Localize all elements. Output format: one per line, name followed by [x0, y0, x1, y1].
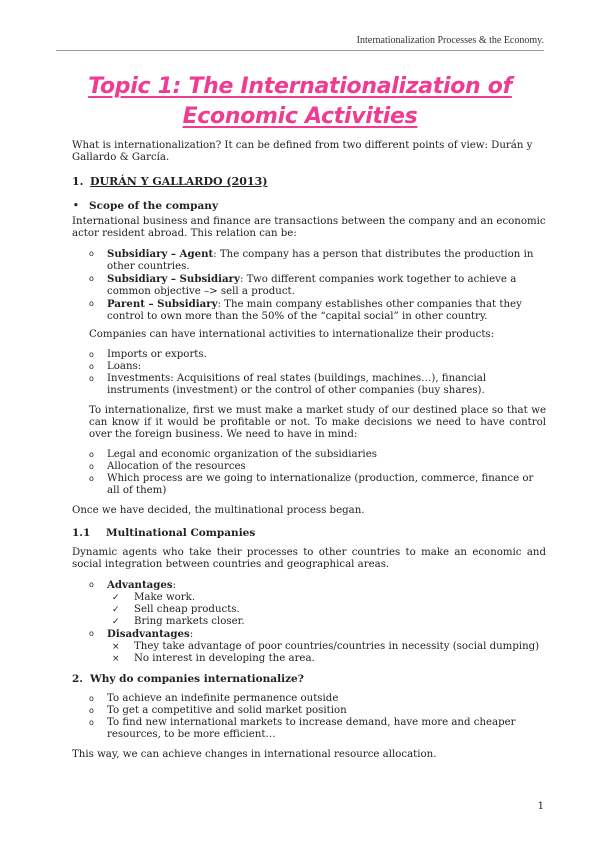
- disadvantages-list: [72, 641, 546, 665]
- advantages-label: Advantages: [107, 579, 173, 591]
- checkmark-icon: ✓: [112, 593, 120, 603]
- section-1-1-title: Multinational Companies: [106, 527, 256, 539]
- multinational-conclusion: Once we have decided, the multinational process began.: [72, 505, 365, 516]
- activity-text: Loans:: [107, 361, 142, 372]
- checkmark-icon: ✓: [112, 605, 120, 615]
- circle-bullet-icon: o: [89, 249, 94, 258]
- activity-text: Imports or exports.: [107, 349, 207, 360]
- cross-icon: ×: [112, 642, 120, 652]
- circle-bullet-icon: o: [89, 718, 94, 727]
- consideration-text: Legal and economic organization of the subsidiaries: [107, 449, 377, 460]
- section-1-1-heading: [72, 527, 546, 539]
- list-item: o Disadvantages:: [72, 628, 546, 641]
- scope-heading: [72, 200, 546, 212]
- circle-bullet-icon: o: [89, 374, 94, 383]
- list-item: [72, 653, 546, 665]
- list-item: [72, 473, 546, 497]
- advantages-list: [72, 592, 546, 628]
- list-item: [72, 298, 546, 323]
- circle-bullet-icon: o: [89, 580, 94, 589]
- multinational-paragraph: Dynamic agents who take their processes to other countries to make an economic and social integration between countries and geographical areas.: [72, 547, 546, 570]
- section-2-conclusion: This way, we can achieve changes in international resource allocation.: [72, 749, 437, 760]
- list-item: [72, 592, 546, 604]
- section-2-number: 2.: [72, 673, 83, 685]
- activities-list: [72, 349, 546, 397]
- section-1-1-number: 1.1: [72, 527, 91, 539]
- circle-bullet-icon: o: [89, 299, 94, 308]
- checkmark-icon: ✓: [112, 617, 120, 627]
- disadvantages-heading-list: [72, 628, 546, 641]
- bullet-icon: •: [73, 201, 79, 211]
- circle-bullet-icon: o: [89, 350, 94, 359]
- circle-bullet-icon: o: [89, 274, 94, 283]
- circle-bullet-icon: o: [89, 474, 94, 483]
- list-item: [72, 693, 546, 705]
- activities-intro: Companies can have international activities to internationalize their products:: [89, 329, 495, 340]
- list-item: [72, 717, 546, 741]
- relation-term: Parent – Subsidiary: [107, 298, 218, 310]
- reason-text: To get a competitive and solid market position: [107, 705, 347, 716]
- reasons-list: [72, 693, 546, 741]
- list-item: [72, 349, 546, 361]
- list-item: [72, 373, 546, 397]
- section-2-heading: [72, 673, 546, 685]
- list-item: [72, 461, 546, 473]
- pros-cons-list: [72, 579, 546, 592]
- circle-bullet-icon: o: [89, 450, 94, 459]
- section-1-number: 1.: [72, 175, 84, 188]
- cross-icon: ×: [112, 654, 120, 664]
- document-body: [72, 140, 546, 761]
- consideration-text: Allocation of the resources: [107, 461, 246, 472]
- section-1-title: DURÁN Y GALLARDO (2013): [90, 175, 268, 188]
- title-line-2: Economic Activities: [182, 104, 418, 129]
- reason-text: To find new international markets to increase demand, have more and cheaper resources, to be more efficient…: [107, 717, 516, 740]
- reason-text: To achieve an indefinite permanence outside: [107, 693, 339, 704]
- advantage-text: Bring markets closer.: [134, 616, 245, 627]
- circle-bullet-icon: o: [89, 694, 94, 703]
- circle-bullet-icon: o: [89, 362, 94, 371]
- advantage-text: Sell cheap products.: [134, 604, 240, 615]
- intro-paragraph: What is internationalization? It can be defined from two different points of view: Durán y Gallardo & García.: [72, 140, 533, 163]
- consideration-text: Which process are we going to internationalize (production, commerce, finance or all of them): [107, 473, 534, 496]
- circle-bullet-icon: o: [89, 706, 94, 715]
- header-rule: [56, 50, 544, 51]
- disadvantage-text: They take advantage of poor countries/countries in necessity (social dumping): [134, 641, 540, 652]
- list-item: [72, 641, 546, 653]
- relation-text: : The company has a person that distributes the production in other countries.: [107, 249, 534, 272]
- disadvantage-text: No interest in developing the area.: [134, 653, 315, 664]
- considerations-list: [72, 449, 546, 497]
- scope-heading-text: Scope of the company: [89, 200, 219, 212]
- section-2-title: Why do companies internationalize?: [90, 673, 304, 685]
- activity-text: Investments: Acquisitions of real states (buildings, machines…), financial instruments (investment) or the control of other companies (buy shares).: [107, 373, 487, 396]
- section-1-heading: [72, 176, 546, 188]
- list-item: [72, 705, 546, 717]
- running-header: Internationalization Processes & the Economy.: [356, 35, 544, 46]
- circle-bullet-icon: o: [89, 629, 94, 638]
- list-item: [72, 449, 546, 461]
- list-item: [72, 604, 546, 616]
- relation-list: [72, 248, 546, 323]
- document-title: [40, 72, 560, 132]
- disadvantages-label: Disadvantages: [107, 628, 190, 640]
- relation-term: Subsidiary – Subsidiary: [107, 273, 240, 285]
- list-item: [72, 248, 546, 273]
- relation-text: : The main company establishes other companies that they control to own more than the 50% of the “capital social” in other country.: [107, 299, 522, 322]
- title-line-1: Topic 1: The Internationalization of: [88, 74, 512, 99]
- market-study-paragraph: To internationalize, first we must make a market study of our destined place so that we can know if it would be profitable or not. To make decisions we need to have control over the foreign business. We need to have in mind:: [89, 405, 546, 440]
- advantage-text: Make work.: [134, 592, 196, 603]
- circle-bullet-icon: o: [89, 462, 94, 471]
- list-item: [72, 616, 546, 628]
- scope-paragraph: International business and finance are transactions between the company and an economic actor resident abroad. This relation can be:: [72, 216, 546, 239]
- relation-term: Subsidiary – Agent: [107, 248, 214, 260]
- page-number: 1: [537, 801, 544, 812]
- list-item: [72, 361, 546, 373]
- list-item: [72, 273, 546, 298]
- list-item: o Advantages:: [72, 579, 546, 592]
- relation-text: : Two different companies work together to achieve a common objective –> sell a product.: [107, 274, 517, 297]
